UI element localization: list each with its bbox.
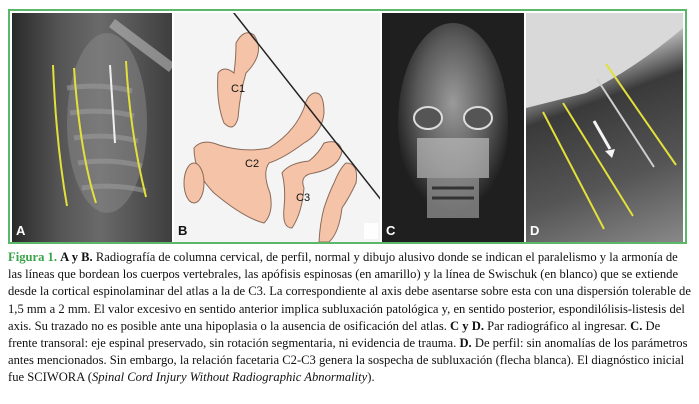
panel-label-c: C [386,223,396,238]
caption-text-3: De frente transoral: eje espinal preservado, sin rotación segmentaria, ni evidencia de trauma. [8,318,661,351]
figure-caption [8,249,692,387]
panel-c-frontal-xray [382,13,524,242]
caption-text-2: Par radiográfico al ingresar. [483,318,631,333]
figure-frame [8,9,687,244]
caption-text-4: De perfil: sin anomalías de los parámetros antes mencionados. Sin embargo, la relación facetaria C2-C3 genera la sospecha de subluxación (flecha blanca). El diagnóstico inicial fue SCIWORA ( [8,336,688,385]
caption-text-1: Radiografía de columna cervical, de perfil, normal y dibujo alusivo donde se indican el paralelismo y la armonía de las líneas que bordean los cuerpos vertebrales, las apófisis espinosas (en amarillo) y la línea de Swischuk (en blanco) que se extiende desde la cortical espinolaminar del atlas a la de C3. La correspondiente al axis debe asentarse sobre esta con una dispersión tolerable de 1,5 mm a 2 mm. El valor excesivo en sentido anterior implica subluxación patológica y, en sentido posterior, espondilólisis-listesis del axis. Su trazado no es posible ante una hipoplasia o la ausencia de osificación del atlas. [8,250,691,333]
label-c2: C2 [245,158,260,170]
panel-d-lateral-xray [526,13,683,242]
xray-frontal-image [382,13,524,242]
caption-bold-c: C. [630,318,643,333]
caption-bold-d: D. [459,336,472,351]
panel-label-a: A [16,223,26,238]
panel-b-diagram [174,13,380,242]
figure-label: Figura 1. [8,250,57,264]
panel-label-d: D [530,223,540,238]
caption-bold-cd: C y D. [450,318,484,333]
caption-text-end: ). [367,370,375,385]
xray-lateral-image [12,13,172,242]
caption-bold-ab: A y B. [60,250,93,264]
vertebrae-diagram [174,13,380,242]
panel-label-b: B [178,223,188,238]
xray-lateral-d-image [526,13,683,242]
caption-italic-sciwora: Spinal Cord Injury Without Radiographic Abnormality [91,370,368,385]
arrow-icon [605,149,615,158]
panel-a-lateral-xray [12,13,172,242]
label-c3: C3 [296,192,311,204]
label-c1: C1 [231,83,246,95]
